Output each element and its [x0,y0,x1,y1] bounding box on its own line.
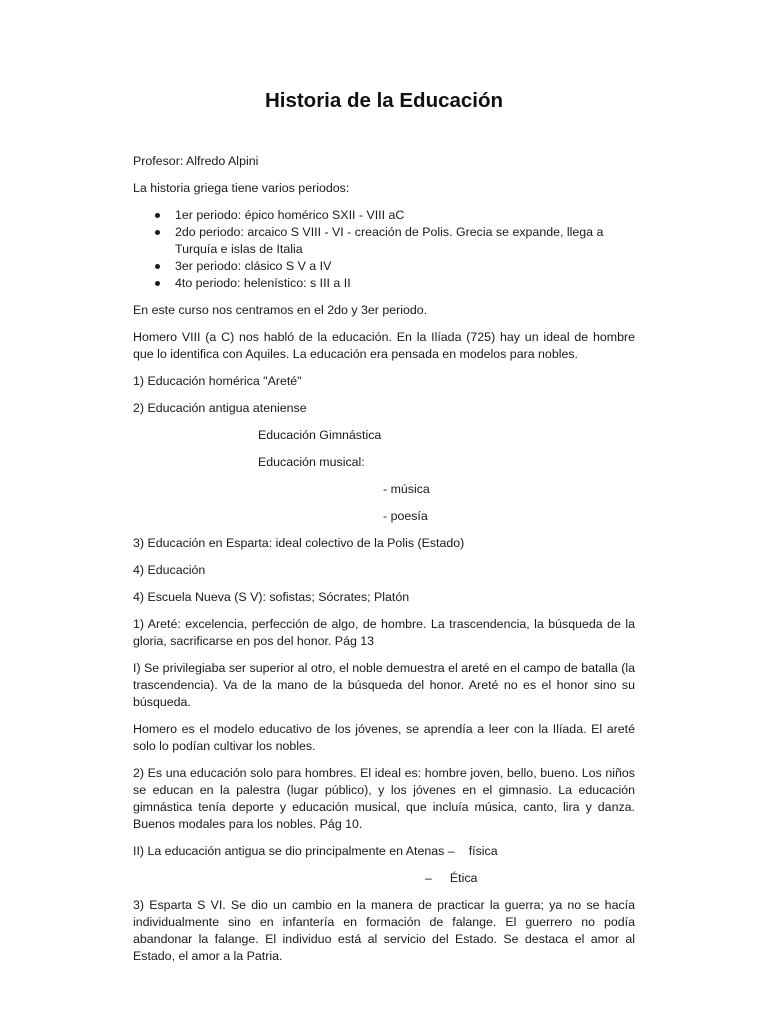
bullet-icon [155,213,160,218]
bullet-icon [155,264,160,269]
item-3: 3) Educación en Esparta: ideal colectivo de la Polis (Estado) [133,536,465,550]
roman-ii-row [133,843,635,860]
roman-ii-fisica: física [468,844,498,858]
list-item: 3er periodo: clásico S V a IV [133,258,635,275]
item-4b: 4) Escuela Nueva (S V): sofistas; Sócrates; Platón [133,590,410,604]
list-item: 2do periodo: arcaico S VIII - VI - creación de Polis. Grecia se expande, llega a Turquía e islas de Italia [133,224,635,258]
document-title: Historia de la Educación [264,89,504,112]
list-item: 4to periodo: helenístico: s III a II [133,275,635,292]
sub-musica: - música [383,482,430,496]
professor-line: Profesor: Alfredo Alpini [133,154,259,168]
bullet-icon [155,281,160,286]
esparta-paragraph: 3) Esparta S VI. Se dio un cambio en la manera de practicar la guerra; ya no se hacía individualmente sino en infantería en formación de falange. El guerrero no podía abandonar la falange. El individuo está al servicio del Estado. Se destaca el amor al Estado, el amor a la Patria. [133,898,635,963]
roman-i-paragraph: I) Se privilegiaba ser superior al otro, el noble demuestra el areté en el campo de batalla (la trascendencia). Va de la mano de la búsqueda del honor. Areté no es el honor sino su búsqueda. [133,661,635,709]
roman-ii-etica: Ética [449,871,478,885]
homero-model-paragraph: Homero es el modelo educativo de los jóvenes, se aprendía a leer con la Ilíada. El areté solo lo podían cultivar los nobles. [133,722,635,753]
arete-definition: 1) Areté: excelencia, perfección de algo, de hombre. La trascendencia, la búsqueda de la gloria, sacrificarse en pos del honor. Pág 13 [133,617,635,648]
focus-paragraph: En este curso nos centramos en el 2do y 3er periodo. [133,303,428,317]
roman-ii-etica-row [133,870,635,887]
sub-gimnastica: Educación Gimnástica [258,428,382,442]
homero-intro-paragraph: Homero VIII (a C) nos habló de la educación. En la Ilíada (725) hay un ideal de hombre que lo identifica con Aquiles. La educación era pensada en modelos para nobles. [133,330,635,361]
item-1: 1) Educación homérica "Areté" [133,374,302,388]
document-body [133,153,635,965]
etica-dash: – [425,871,432,885]
item-2: 2) Educación antigua ateniense [133,401,307,415]
item-4a: 4) Educación [133,563,206,577]
roman-ii-text: II) La educación antigua se dio principalmente en Atenas – [133,844,455,858]
intro-paragraph: La historia griega tiene varios periodos: [133,181,350,195]
periods-list [133,207,635,292]
list-item: 1er periodo: épico homérico SXII - VIII aC [133,207,635,224]
sub-poesia: - poesía [383,509,428,523]
sub-musical: Educación musical: [258,455,365,469]
men-only-paragraph: 2) Es una educación solo para hombres. El ideal es: hombre joven, bello, bueno. Los niños se educan en la palestra (lugar público), y los jóvenes en el gimnasio. La educación gimnástica tenía deporte y educación musical, que incluía música, canto, lira y danza. Buenos modales para los nobles. Pág 10. [133,766,635,831]
bullet-icon [155,230,160,235]
